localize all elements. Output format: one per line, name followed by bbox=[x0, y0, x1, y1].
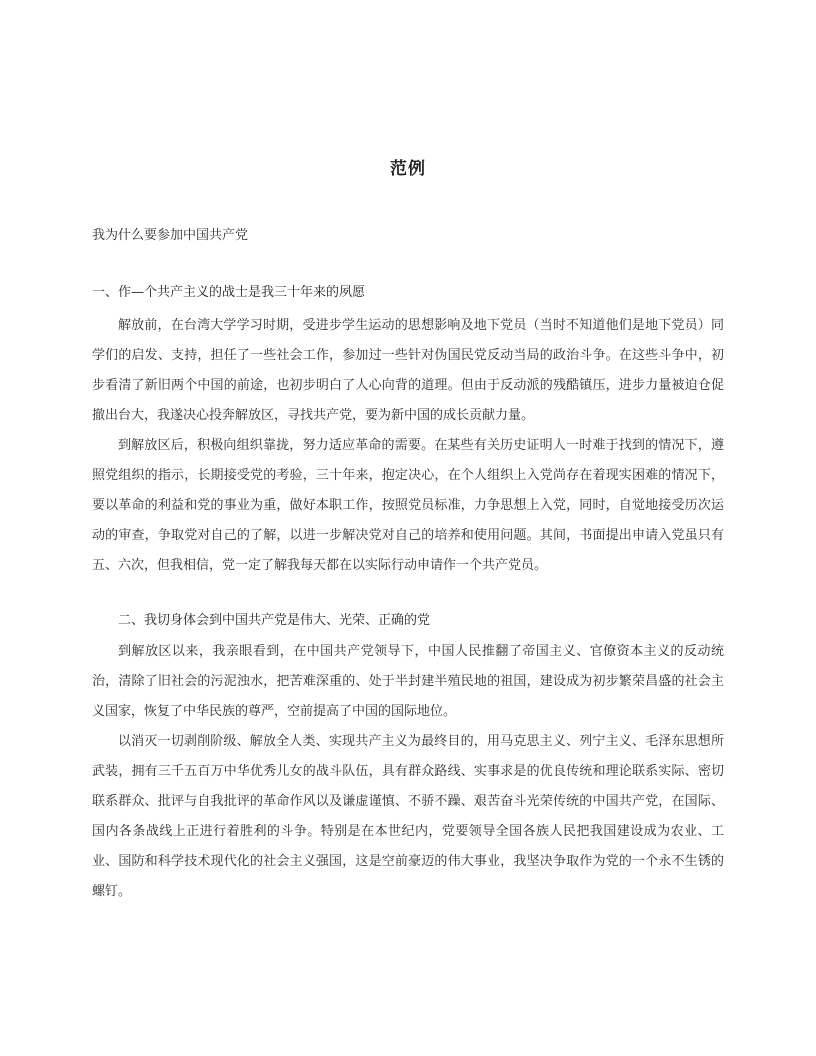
paragraph: 以消灭一切剥削阶级、解放全人类、实现共产主义为最终目的，用马克思主义、列宁主义、毛泽东思想所武装，拥有三千五百万中华优秀儿女的战斗队伍，具有群众路线、实事求是的优良传统和理论联系实际、密切联系群众、批评与自我批评的革命作风以及谦虚谨慎、不骄不躁、艰苦奋斗光荣传统的中国共产党，在国际、国内各条战线上正进行着胜利的斗争。特别是在本世纪内，党要领导全国各族人民把我国建设成为农业、工业、国防和科学技术现代化的社会主义强国，这是空前豪迈的伟大事业，我坚决争取作为党的一个永不生锈的螺钉。 bbox=[92, 734, 724, 899]
paragraph: 到解放区以来，我亲眼看到，在中国共产党领导下，中国人民推翻了帝国主义、官僚资本主义的反动统治，清除了旧社会的污泥浊水，把苦难深重的、处于半封建半殖民地的祖国，建设成为初步繁荣昌盛的社会主义国家，恢复了中华民族的尊严，空前提高了中国的国际地位。 bbox=[92, 644, 724, 719]
document-subtitle: 我为什么要参加中国共产党 bbox=[92, 228, 249, 243]
paragraph: 到解放区后，积极向组织靠拢，努力适应革命的需要。在某些有关历史证明人一时难于找到的情况下，遵照党组织的指示，长期接受党的考验，三十年来，抱定决心，在个人组织上入党尚存在着现实困难的情况下，要以革命的利益和党的事业为重，做好本职工作，按照党员标准，力争思想上入党，同时，自觉地接受历次运动的审查，争取党对自己的了解，以进一步解决党对自己的培养和使用问题。其间，书面提出申请入党虽只有五、六次，但我相信，党一定了解我每天都在以实际行动申请作一个共产党员。 bbox=[92, 438, 724, 573]
document-body bbox=[92, 155, 724, 907]
paragraph: 解放前，在台湾大学学习时期，受进步学生运动的思想影响及地下党员（当时不知道他们是地下党员）同学们的启发、支持，担任了一些社会工作，参加过一些针对伪国民党反动当局的政治斗争。在这些斗争中，初步看清了新旧两个中国的前途，也初步明白了人心向背的道理。但由于反动派的残酷镇压，进步力量被迫仓促撤出台大，我遂决心投奔解放区，寻找共产党，要为新中国的成长贡献力量。 bbox=[92, 318, 724, 423]
section-heading-2: 二、我切身体会到中国共产党是伟大、光荣、正确的党 bbox=[118, 613, 431, 628]
section-heading-1: 一、作—个共产主义的战士是我三十年来的夙愿 bbox=[92, 285, 366, 300]
page-title: 范例 bbox=[390, 159, 426, 179]
